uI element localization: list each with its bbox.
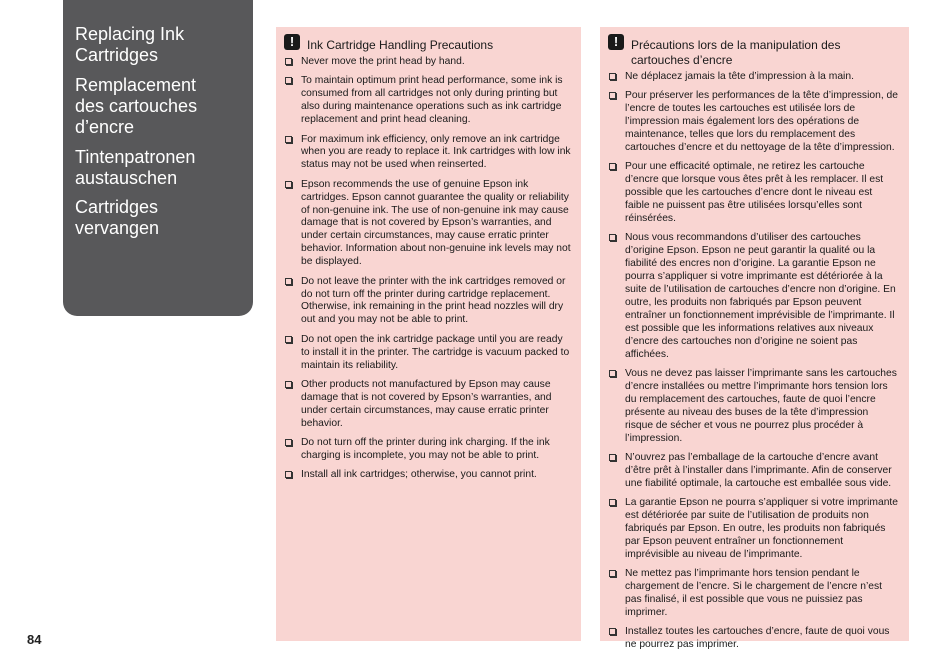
checkbox-bullet-icon (285, 58, 292, 65)
box-title: Ink Cartridge Handling Precautions (307, 38, 494, 52)
checkbox-bullet-icon (285, 439, 292, 446)
precautions-list (284, 56, 571, 482)
list-item-text: La garantie Epson ne pourra s’appliquer si votre imprimante est détériorée par suite de l’utilisation de produits non fabriqués par Epson. En outre, les produits non fabriqués par Epson peuvent entraîner un fonctionnement imprévisible au niveau de l’imprimante. (625, 497, 899, 560)
checkbox-bullet-icon (285, 471, 292, 478)
list-item (608, 568, 899, 620)
list-item-text: Do not leave the printer with the ink cartridges removed or do not turn off the printer during cartridge replacement. Otherwise, ink remaining in the print head nozzles will dry out and you may not be able to print. (301, 275, 566, 326)
box-header (284, 34, 571, 53)
list-item-text: Pour préserver les performances de la tête d’impression, de l’encre de toutes les cartouches est utilisée lors de l’impression mais également lors des opérations de maintenance, telles que lors du remplacement des cartouches d’encre et du nettoyage de la tête d’impression. (625, 90, 898, 154)
list-item-text: Nous vous recommandons d’utiliser des cartouches d’origine Epson. Epson ne peut garantir la qualité ou la fiabilité des encres non d’origine. La garantie Epson ne pourra s’appliquer si votre imprimante est détériorée à la suite de l’utilisation de cartouches d’encre non d’origine. En outre, les produits non fabriqués par Epson peuvent entraîner un fonctionnement imprévisible de l’imprimante. Il est possible que les informations relatives aux niveaux d’encre des cartouches non d’origine ne soient pas affichées. (625, 232, 896, 360)
list-item-text: Install all ink cartridges; otherwise, you cannot print. (301, 469, 537, 481)
box-header (608, 34, 899, 68)
list-item (608, 497, 899, 562)
list-item (608, 452, 899, 491)
checkbox-bullet-icon (285, 136, 292, 143)
checkbox-bullet-icon (285, 278, 292, 285)
list-item (608, 626, 899, 652)
checkbox-bullet-icon (285, 336, 292, 343)
list-item (608, 232, 899, 361)
checkbox-bullet-icon (285, 381, 292, 388)
warning-icon: ! (608, 34, 624, 50)
sidebar-title-dutch: Cartridges vervangen (75, 197, 160, 238)
checkbox-bullet-icon (609, 628, 616, 635)
list-item (284, 469, 571, 482)
list-item-text: Epson recommends the use of genuine Epson ink cartridges. Epson cannot guarantee the quality or reliability of non-genuine ink. The use of non-genuine ink may cause damage that is not covered by Epson’s warranties, and under certain circumstances, may cause erratic printer behavior. Information about non-genuine ink levels may not be displayed. (301, 178, 571, 268)
checkbox-bullet-icon (609, 454, 616, 461)
checkbox-bullet-icon (609, 163, 616, 170)
precautions-box-english (276, 27, 581, 641)
list-item (284, 437, 571, 463)
list-item (284, 56, 571, 69)
list-item (284, 334, 571, 373)
list-item-text: N’ouvrez pas l’emballage de la cartouche d’encre avant d’être prêt à l’installer dans l’imprimante. Afin de conserver une fiabilité optimale, la cartouche est emballée sous vide. (625, 451, 892, 489)
checkbox-bullet-icon (609, 499, 616, 506)
checkbox-bullet-icon (285, 181, 292, 188)
list-item (284, 179, 571, 269)
sidebar-title-english: Replacing Ink Cartridges (75, 24, 185, 65)
checkbox-bullet-icon (609, 92, 616, 99)
box-title: Précautions lors de la manipulation des cartouches d’encre (631, 38, 841, 67)
list-item (284, 276, 571, 328)
list-item (608, 71, 899, 84)
list-item-text: Installez toutes les cartouches d’encre, faute de quoi vous ne pourrez pas imprimer. (625, 626, 890, 651)
precautions-list (608, 71, 899, 652)
checkbox-bullet-icon (285, 77, 292, 84)
checkbox-bullet-icon (609, 73, 616, 80)
checkbox-bullet-icon (609, 370, 616, 377)
list-item-text: For maximum ink efficiency, only remove an ink cartridge when you are ready to replace it. Ink cartridges with low ink status may not be used when reinserted. (301, 133, 571, 171)
list-item-text: Never move the print head by hand. (301, 56, 465, 67)
sidebar-title-french: Remplacement des cartouches d’encre (75, 75, 198, 137)
list-item-text: Do not open the ink cartridge package until you are ready to install it in the printer. The cartridge is vacuum packed to maintain its reliability. (301, 333, 570, 371)
list-item-text: Ne déplacez jamais la tête d’impression à la main. (625, 71, 854, 82)
checkbox-bullet-icon (609, 234, 616, 241)
list-item-text: Do not turn off the printer during ink charging. If the ink charging is incomplete, you may not be able to print. (301, 437, 550, 461)
list-item (284, 134, 571, 173)
list-item (284, 75, 571, 127)
checkbox-bullet-icon (609, 570, 616, 577)
precautions-box-french (600, 27, 909, 651)
list-item (608, 368, 899, 445)
list-item-text: Ne mettez pas l’imprimante hors tension pendant le chargement de l’encre. Si le chargement de l’encre n’est pas finalisé, il est possible que vous ne puissiez pas imprimer. (625, 568, 882, 618)
list-item (284, 379, 571, 431)
list-item (608, 90, 899, 155)
list-item-text: Other products not manufactured by Epson may cause damage that is not covered by Epson’s warranties, and under certain circumstances, may cause erratic printer behavior. (301, 378, 552, 429)
list-item-text: Pour une efficacité optimale, ne retirez les cartouche d’encre que lorsque vous êtes prêt à les remplacer. Il est possible que les cartouches d’encre dont le niveau est faible ne puissent pas être utilisées lorsqu’elles sont réinsérées. (625, 161, 884, 225)
warning-icon: ! (284, 34, 300, 50)
list-item-text: To maintain optimum print head performance, some ink is consumed from all cartridges not only during printing but also during maintenance operations such as ink cartridge replacement and print head cleaning. (301, 75, 563, 126)
list-item-text: Vous ne devez pas laisser l’imprimante sans les cartouches d’encre installées ou mettre l’imprimante hors tension lors du remplacement des cartouches, faute de quoi l’encre présente au niveau des buses de la tête d’impression risque de sécher et vous ne pourrez plus procéder à l’impression. (625, 368, 897, 444)
sidebar-title-german: Tintenpatronen austauschen (75, 147, 196, 188)
page-number: 84 (27, 632, 42, 647)
list-item (608, 161, 899, 226)
